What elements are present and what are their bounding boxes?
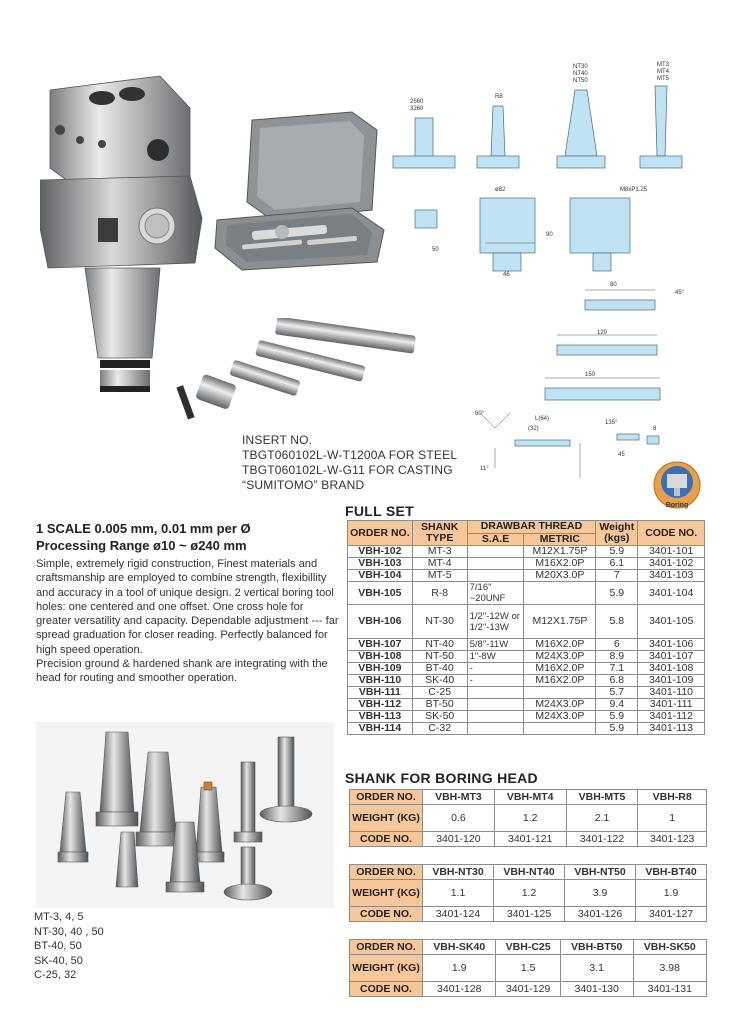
dim-50: 50: [432, 247, 439, 253]
metric-cell: M20X3.0P: [524, 570, 596, 582]
order-row: [350, 940, 707, 955]
dim-d82: ø82: [495, 187, 506, 193]
weight-cell: 5.9: [596, 546, 638, 558]
weight-cell: 1.9: [636, 880, 707, 907]
table-row: [348, 687, 705, 699]
shank-type-cell: SK-40: [412, 675, 467, 687]
model-cell: VBH-C25: [496, 940, 560, 955]
dim-l64: L(64): [535, 416, 550, 422]
weight-cell: 3.98: [633, 955, 706, 982]
sae-cell: [467, 558, 524, 570]
row-label: WEIGHT (KG): [350, 805, 423, 832]
code-no-cell: 3401-109: [638, 675, 705, 687]
weight-cell: 6.8: [596, 675, 638, 687]
sae-cell: [467, 723, 524, 735]
order-no-cell: VBH-105: [348, 582, 413, 605]
order-no-cell: VBH-108: [348, 651, 413, 663]
sae-cell: [467, 711, 524, 723]
label-nt30: NT30: [573, 64, 588, 70]
insert-label: INSERT NO.: [242, 433, 313, 447]
model-cell: VBH-MT3: [423, 790, 495, 805]
code-no-cell: 3401-102: [638, 558, 705, 570]
weight-cell: 5.9: [596, 582, 638, 605]
order-no-cell: VBH-114: [348, 723, 413, 735]
code-cell: 3401-128: [423, 982, 496, 997]
shank-type-bt: BT-40, 50: [34, 940, 82, 953]
order-no-cell: VBH-110: [348, 675, 413, 687]
metric-cell: M12X1.75P: [524, 546, 596, 558]
dim-32: (32): [528, 426, 539, 432]
sae-cell: 1/2"-12W or 1/2"-13W: [467, 605, 524, 639]
metric-cell: M12X1.75P: [524, 605, 596, 639]
order-row: [350, 865, 707, 880]
order-no-cell: VBH-109: [348, 663, 413, 675]
shank-type-cell: BT-50: [412, 699, 467, 711]
order-no-cell: VBH-106: [348, 605, 413, 639]
order-no-cell: VBH-113: [348, 711, 413, 723]
code-no-cell: 3401-107: [638, 651, 705, 663]
metric-cell: M24X3.0P: [524, 699, 596, 711]
code-cell: 3401-123: [638, 832, 707, 847]
dim-2560: 2560: [410, 99, 424, 105]
col-metric: METRIC: [524, 533, 596, 546]
sae-cell: [467, 570, 524, 582]
model-cell: VBH-BT50: [560, 940, 633, 955]
code-no-cell: 3401-113: [638, 723, 705, 735]
badge-text: Boring: [665, 502, 689, 509]
table-row: [348, 546, 705, 558]
order-no-cell: VBH-102: [348, 546, 413, 558]
col-code-no: CODE NO.: [638, 521, 705, 546]
dim-3260: 3260: [410, 106, 424, 112]
shank-type-cell: MT-3: [412, 546, 467, 558]
shank-type-c: C-25, 32: [34, 969, 77, 982]
row-label: CODE NO.: [350, 982, 423, 997]
angle-45: 45°: [675, 290, 685, 296]
code-cell: 3401-125: [494, 907, 565, 922]
weight-cell: 8.9: [596, 651, 638, 663]
code-no-cell: 3401-108: [638, 663, 705, 675]
weight-cell: 1.9: [423, 955, 496, 982]
shank-section-title: SHANK FOR BORING HEAD: [345, 770, 538, 786]
angle-135: 135°: [605, 420, 618, 426]
metric-cell: [524, 687, 596, 699]
shank-type-cell: SK-50: [412, 711, 467, 723]
angle-11: 11°: [480, 466, 489, 472]
weight-cell: 3.9: [565, 880, 636, 907]
tool-case-photo: [212, 110, 387, 275]
code-cell: 3401-124: [423, 907, 494, 922]
shank-type-cell: NT-30: [412, 605, 467, 639]
order-row: [350, 790, 707, 805]
weight-cell: 3.1: [560, 955, 633, 982]
code-no-cell: 3401-105: [638, 605, 705, 639]
boring-badge-icon: [652, 460, 702, 516]
order-no-cell: VBH-111: [348, 687, 413, 699]
col-weight: Weight (kgs): [596, 521, 638, 546]
sae-cell: 5/8"-11W: [467, 639, 524, 651]
table-row: [348, 699, 705, 711]
shank-type-nt: NT-30, 40 , 50: [34, 925, 104, 938]
shank-table-2: [349, 864, 707, 922]
shank-type-cell: R-8: [412, 582, 467, 605]
weight-cell: 5.8: [596, 605, 638, 639]
model-cell: VBH-NT50: [565, 865, 636, 880]
weight-cell: 7.1: [596, 663, 638, 675]
weight-cell: 5.9: [596, 711, 638, 723]
table-row: [348, 639, 705, 651]
dim-80: 80: [610, 282, 617, 288]
dim-120: 120: [597, 330, 608, 336]
label-nt50: NT50: [573, 78, 588, 84]
table-row: [348, 570, 705, 582]
code-cell: 3401-122: [566, 832, 638, 847]
row-label: ORDER NO.: [350, 865, 423, 880]
metric-cell: M16X2.0P: [524, 675, 596, 687]
sae-cell: 1"-8W: [467, 651, 524, 663]
angle-60: 60°: [475, 411, 485, 417]
metric-cell: M24X3.0P: [524, 651, 596, 663]
shank-table-3: [349, 939, 707, 997]
shank-type-cell: C-32: [412, 723, 467, 735]
label-mt4: MT4: [657, 69, 669, 75]
sae-cell: [467, 687, 524, 699]
shank-types-list: [34, 910, 104, 983]
code-cell: 3401-120: [423, 832, 495, 847]
col-sae: S.A.E: [467, 533, 524, 546]
shank-type-sk: SK-40, 50: [34, 954, 83, 967]
metric-cell: [524, 723, 596, 735]
weight-cell: 7: [596, 570, 638, 582]
dim-150: 150: [585, 372, 596, 378]
metric-cell: M16X2.0P: [524, 663, 596, 675]
code-row: [350, 982, 707, 997]
weight-cell: 5.9: [596, 723, 638, 735]
shank-type-cell: C-25: [412, 687, 467, 699]
code-cell: 3401-121: [494, 832, 566, 847]
specs: [36, 520, 336, 554]
insert-steel: TBGT060102L-W-T1200A FOR STEEL: [242, 448, 458, 462]
col-drawbar-thread: DRAWBAR THREAD: [467, 521, 596, 534]
row-label: ORDER NO.: [350, 940, 423, 955]
label-mt5: MT5: [657, 76, 669, 82]
code-row: [350, 907, 707, 922]
weight-cell: 2.1: [566, 805, 638, 832]
description-para-2: Precision ground & hardened shank are integrating with the head for routing and smoother operation.: [36, 658, 328, 685]
sae-cell: -: [467, 663, 524, 675]
weight-row: [350, 880, 707, 907]
shank-type-cell: MT-4: [412, 558, 467, 570]
code-row: [350, 832, 707, 847]
table-row: [348, 663, 705, 675]
technical-drawings: [385, 58, 730, 483]
code-cell: 3401-127: [636, 907, 707, 922]
shanks-photo: [36, 722, 334, 908]
weight-cell: 1.5: [496, 955, 560, 982]
code-no-cell: 3401-111: [638, 699, 705, 711]
label-nt40: NT40: [573, 71, 588, 77]
full-set-table: [347, 520, 705, 735]
order-no-cell: VBH-112: [348, 699, 413, 711]
code-no-cell: 3401-110: [638, 687, 705, 699]
insert-brand: “SUMITOMO” BRAND: [242, 478, 365, 492]
model-cell: VBH-NT30: [423, 865, 494, 880]
code-no-cell: 3401-103: [638, 570, 705, 582]
shank-type-cell: NT-40: [412, 639, 467, 651]
code-no-cell: 3401-101: [638, 546, 705, 558]
model-cell: VBH-BT40: [636, 865, 707, 880]
weight-cell: 6.1: [596, 558, 638, 570]
full-set-title: FULL SET: [345, 503, 415, 519]
shank-table-1: [349, 789, 707, 847]
weight-cell: 9.4: [596, 699, 638, 711]
weight-cell: 1.1: [423, 880, 494, 907]
scale-spec: 1 SCALE 0.005 mm, 0.01 mm per Ø: [36, 521, 251, 536]
weight-cell: 1.2: [494, 880, 565, 907]
table-row: [348, 651, 705, 663]
code-no-cell: 3401-104: [638, 582, 705, 605]
weight-cell: 6: [596, 639, 638, 651]
weight-cell: 1.2: [494, 805, 566, 832]
dim-m8: M8xP1.25: [620, 187, 648, 193]
insert-casting: TBGT060102L-W-G11 FOR CASTING: [242, 463, 453, 477]
code-cell: 3401-130: [560, 982, 633, 997]
insert-info: [242, 433, 457, 493]
code-cell: 3401-131: [633, 982, 706, 997]
row-label: WEIGHT (KG): [350, 955, 423, 982]
shank-type-cell: NT-50: [412, 651, 467, 663]
table-row: [348, 711, 705, 723]
code-no-cell: 3401-112: [638, 711, 705, 723]
weight-cell: 5.7: [596, 687, 638, 699]
processing-range: Processing Range ø10 ~ ø240 mm: [36, 538, 247, 553]
row-label: WEIGHT (KG): [350, 880, 423, 907]
weight-cell: 0.6: [423, 805, 495, 832]
table-row: [348, 605, 705, 639]
description-para-1: Simple, extremely rigid construction, Finest materials and craftsmanship are employed to combine strength, flexibillity and accuracy in a tool of unique design. 2 vertical boring tool holes: one centered and one offset. One cross hole for greater versatility and capacity. Dependable adjustment --- far spread graduation for closer reading. Perfectly balanced for high speed operation.: [36, 558, 339, 656]
order-no-cell: VBH-104: [348, 570, 413, 582]
model-cell: VBH-R8: [638, 790, 707, 805]
table-row: [348, 723, 705, 735]
order-no-cell: VBH-103: [348, 558, 413, 570]
col-shank-type: SHANK TYPE: [412, 521, 467, 546]
weight-row: [350, 955, 707, 982]
metric-cell: M16X2.0P: [524, 639, 596, 651]
model-cell: VBH-MT5: [566, 790, 638, 805]
sae-cell: [467, 546, 524, 558]
sae-cell: 7/16" ~20UNF: [467, 582, 524, 605]
model-cell: VBH-SK40: [423, 940, 496, 955]
sae-cell: -: [467, 675, 524, 687]
sae-cell: [467, 699, 524, 711]
col-order-no: ORDER NO.: [348, 521, 413, 546]
code-no-cell: 3401-106: [638, 639, 705, 651]
metric-cell: M16X2.0P: [524, 558, 596, 570]
table-row: [348, 582, 705, 605]
shank-type-mt: MT-3, 4, 5: [34, 911, 84, 923]
model-cell: VBH-NT40: [494, 865, 565, 880]
code-cell: 3401-129: [496, 982, 560, 997]
label-r8: R8: [495, 94, 503, 100]
code-cell: 3401-126: [565, 907, 636, 922]
metric-cell: [524, 582, 596, 605]
shank-type-cell: MT-5: [412, 570, 467, 582]
table-row: [348, 675, 705, 687]
row-label: CODE NO.: [350, 832, 423, 847]
weight-cell: 1: [638, 805, 707, 832]
weight-row: [350, 805, 707, 832]
model-cell: VBH-SK50: [633, 940, 706, 955]
metric-cell: M24X3.0P: [524, 711, 596, 723]
dim-45: 45: [618, 452, 625, 458]
table-row: [348, 558, 705, 570]
order-no-cell: VBH-107: [348, 639, 413, 651]
dim-90: 90: [546, 232, 553, 238]
row-label: CODE NO.: [350, 907, 423, 922]
dim-46: 46: [503, 272, 510, 278]
shank-type-cell: BT-40: [412, 663, 467, 675]
model-cell: VBH-MT4: [494, 790, 566, 805]
description: [36, 557, 341, 686]
dim-8: 8: [653, 426, 657, 432]
label-mt3: MT3: [657, 62, 669, 68]
row-label: ORDER NO.: [350, 790, 423, 805]
